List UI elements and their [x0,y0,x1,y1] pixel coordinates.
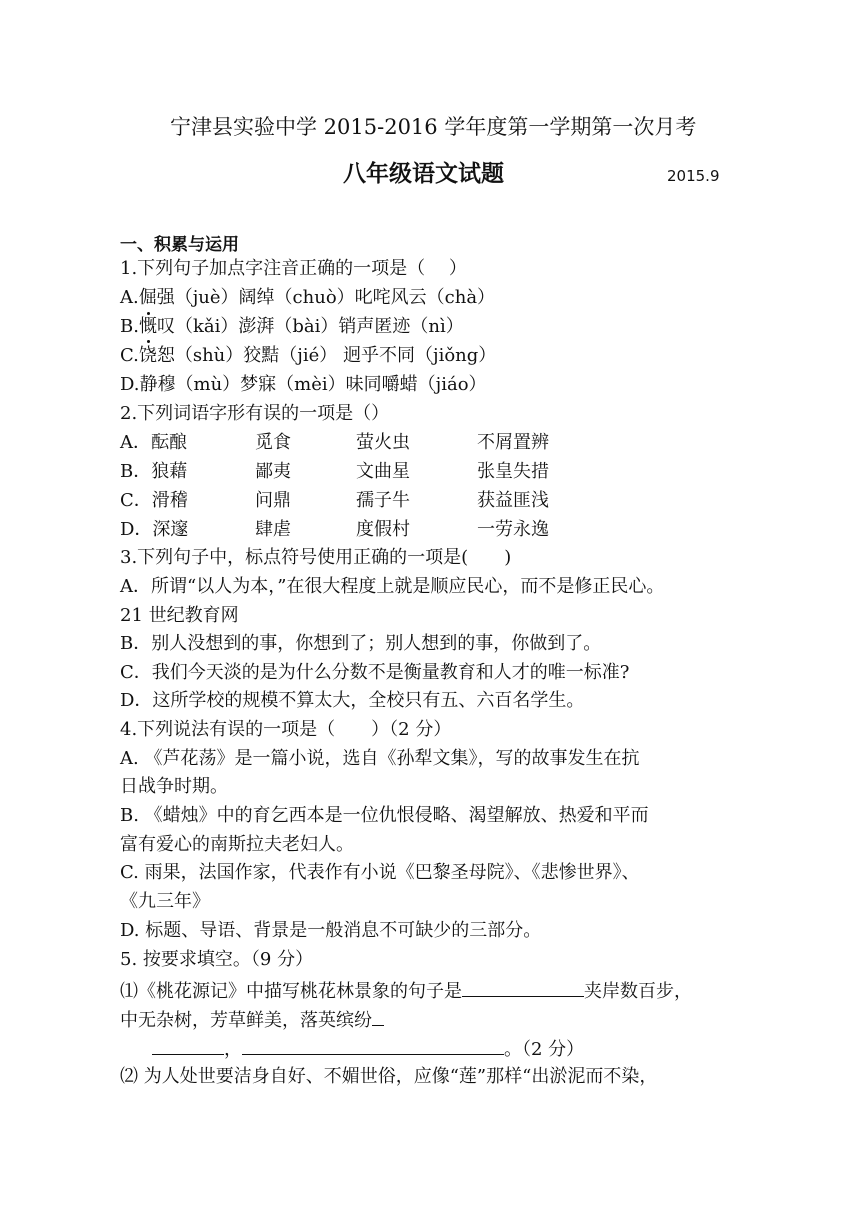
q5-part1-text: 夹岸数百步， [584,981,692,1002]
q4-line: 《九三年》 [120,891,210,912]
exam-title: 八年级语文试题 [343,161,504,187]
q4-line: A. 《芦花荡》是一篇小说，选自《孙犁文集》，写的故事发生在抗 [120,748,640,769]
q5-stem: 5. 按要求填空。（9 分） [120,949,314,970]
q2-cell: 一劳永逸 [477,519,549,540]
q4-line: B. 《蜡烛》中的育乞西本是一位仇恨侵略、渴望解放、热爱和平而 [120,805,649,826]
q3-stem: 3.下列句子中，标点符号使用正确的一项是( ) [120,547,512,568]
q2-cell: 文曲星 [356,461,410,482]
q2-stem: 2.下列词语字形有误的一项是（） [120,403,390,424]
emphasis-dot [147,340,150,343]
q1-option-c: C.饶恕（shù）狡黠（jié） 迥乎不同（jiǒng） [120,345,497,366]
q4-line: C. 雨果，法国作家，代表作有小说《巴黎圣母院》、《悲惨世界》、 [120,862,640,883]
q2-cell: B．狼藉 [120,461,188,482]
q5-part1-text: 中无杂树，芳草鲜美，落英缤纷 [120,1010,372,1031]
q2-cell: 觅食 [255,432,291,453]
school-title: 宁津县实验中学 2015-2016 学年度第一学期第一次月考 [170,115,697,139]
q5-part1-comma: ， [224,1039,242,1060]
q5-part1-line2 [120,1007,384,1032]
answer-blank[interactable] [152,1036,224,1055]
exam-date: 2015.9 [667,167,720,185]
section-heading: 一、积累与运用 [120,235,239,255]
q5-part2: ⑵ 为人处世要洁身自好、不媚世俗，应像“莲”那样“出淤泥而不染， [120,1066,658,1087]
q2-cell: 问鼎 [255,490,291,511]
emphasis-dot [147,312,150,315]
answer-blank[interactable] [372,1007,384,1026]
q4-stem: 4.下列说法有误的一项是（ ）（2 分） [120,719,452,740]
q2-cell: 张皇失措 [477,461,549,482]
q4-line: D. 标题、导语、背景是一般消息不可缺少的三部分。 [120,920,542,941]
answer-blank[interactable] [462,978,584,997]
q2-cell: A．酝酿 [120,432,187,453]
q2-cell: 不屑置辨 [477,432,549,453]
q1-stem: 1.下列句子加点字注音正确的一项是（ ） [120,258,467,279]
q1-option-b: B.慨叹（kǎi）澎湃（bài）销声匿迹（nì） [120,316,464,337]
q3-option-a: A．所谓“以人为本，”在很大程度上就是顺应民心，而不是修正民心。 [120,576,665,597]
q2-cell: 萤火虫 [356,432,410,453]
q4-line: 富有爱心的南斯拉夫老妇人。 [120,834,354,855]
q2-cell: 鄙夷 [255,461,291,482]
q3-option-b: B．别人没想到的事，你想到了；别人想到的事，你做到了。 [120,633,602,654]
q2-cell: 获益匪浅 [477,490,549,511]
q3-option-d: D．这所学校的规模不算太大，全校只有五、六百名学生。 [120,690,585,711]
q2-cell: 孺子牛 [356,490,410,511]
q1-option-a: A.倔强（juè）阔绰（chuò）叱咤风云（chà） [120,287,496,308]
q5-part1-line3 [152,1036,584,1061]
q2-cell: D．深邃 [120,519,189,540]
q2-cell: 度假村 [356,519,410,540]
q3-source-note: 21 世纪教育网 [120,605,239,626]
q1-option-d: D.静穆（mù）梦寐（mèi）味同嚼蜡（jiáo） [120,374,487,395]
q2-cell: 肆虐 [255,519,291,540]
q2-cell: C．滑稽 [120,490,188,511]
q5-part1-end: 。（2 分） [504,1039,585,1060]
q5-part1-text: ⑴《桃花源记》中描写桃花林景象的句子是 [120,981,462,1002]
q4-line: 日战争时期。 [120,776,228,797]
answer-blank[interactable] [242,1036,504,1055]
q3-option-c: C．我们今天淡的是为什么分数不是衡量教育和人才的唯一标准? [120,662,630,683]
q5-part1-line1 [120,978,692,1003]
